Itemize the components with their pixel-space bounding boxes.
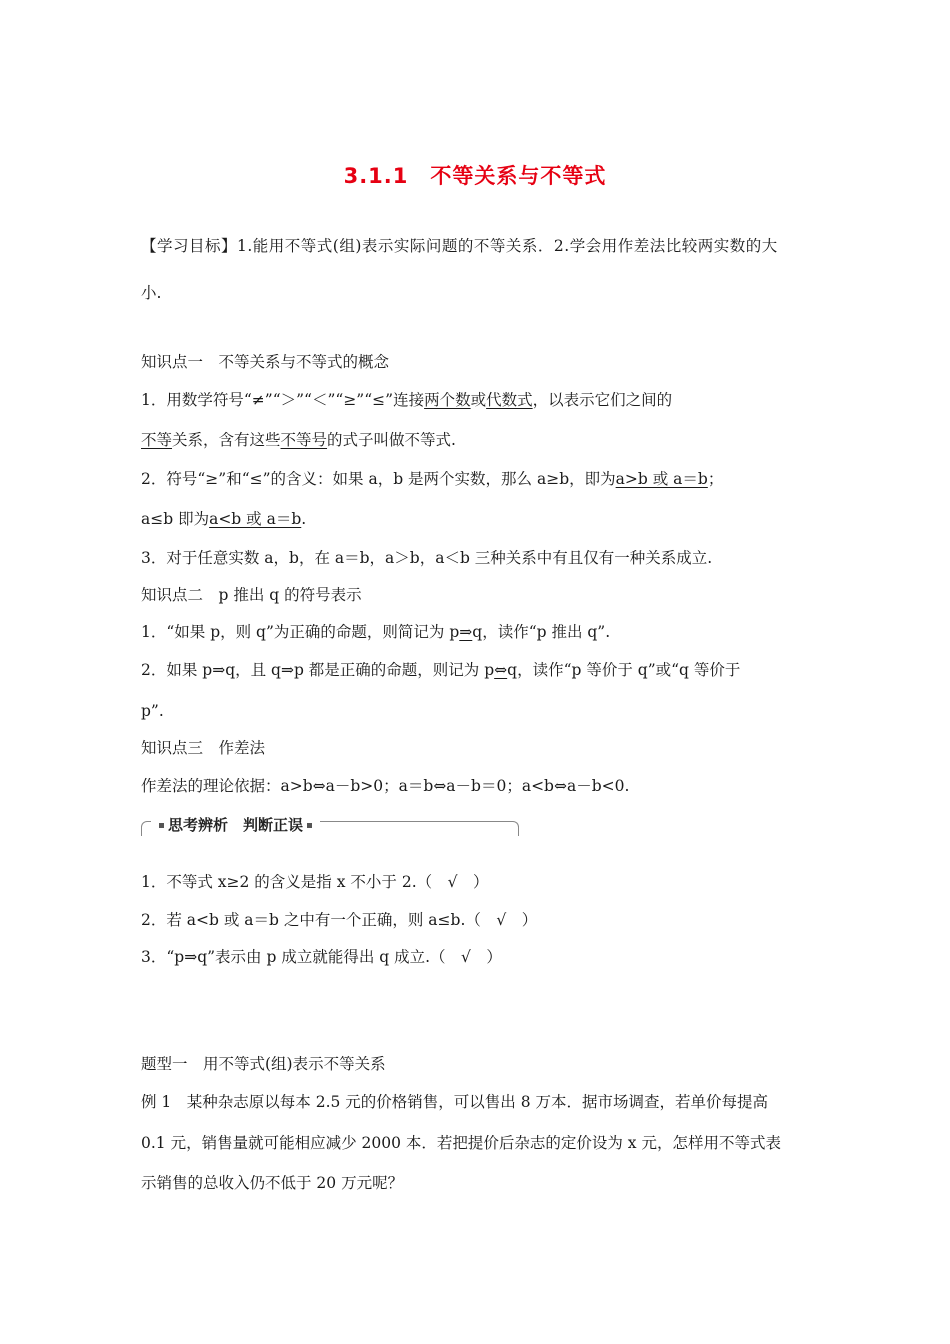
kp1-blank-algebraic: 代数式 — [486, 391, 533, 409]
kp1-blank-unequal: 不等 — [141, 431, 173, 449]
kp1-item1-end: 的式子叫做不等式. — [327, 431, 456, 449]
kp2-item1-text: 1．“如果 p，则 q”为正确的命题，则简记为 p — [141, 623, 460, 641]
kp2-item2 — [141, 660, 740, 680]
kp1-item1-tail: ，以表示它们之间的 — [532, 391, 673, 409]
kp1-blank-two-numbers: 两个数 — [424, 391, 471, 409]
bullet-icon — [159, 823, 164, 828]
kp1-item2-text: 2．符号“≥”和“≤”的含义：如果 a，b 是两个实数，那么 a≥b，即为 — [141, 470, 616, 488]
kp1-item1-mid: 关系，含有这些 — [172, 431, 281, 449]
think-item-2: 2．若 a<b 或 a＝b 之中有一个正确，则 a≤b.（ √ ） — [141, 911, 538, 929]
kp1-item2-semicolon: ； — [707, 470, 724, 488]
objectives-text-cont: 小. — [141, 284, 162, 302]
example1-line3: 示销售的总收入仍不低于 20 万元呢？ — [141, 1174, 404, 1192]
kp1-item2-le: a≤b 即为 — [141, 510, 210, 528]
learning-objectives — [141, 236, 778, 256]
type1-heading: 题型一 用不等式(组)表示不等关系 — [141, 1055, 386, 1073]
example1-line2: 0.1 元，销售量就可能相应减少 2000 本．若把提价后杂志的定价设为 x 元，怎样用不等式表 — [141, 1134, 781, 1152]
think-label-text: 思考辨析 判断正误 — [168, 816, 304, 834]
kp2-item1 — [141, 622, 610, 642]
kp1-item1 — [141, 390, 672, 410]
kp1-item2 — [141, 469, 723, 489]
bullet-icon — [307, 823, 312, 828]
kp1-blank-ge: a>b 或 a＝b — [615, 470, 708, 488]
kp3-text: 作差法的理论依据：a>b⇔a－b>0；a＝b⇔a－b＝0；a<b⇔a－b<0. — [141, 777, 630, 795]
kp1-blank-le: a<b 或 a＝b — [209, 510, 302, 528]
kp2-blank-implies: ⇒ — [459, 623, 473, 641]
kp3-heading: 知识点三 作差法 — [141, 739, 266, 757]
kp1-item3: 3．对于任意实数 a，b，在 a＝b，a＞b，a＜b 三种关系中有且仅有一种关系成立. — [141, 549, 713, 567]
kp2-item2-cont: p”. — [141, 702, 164, 720]
kp2-item1-tail: q，读作“p 推出 q”. — [472, 623, 611, 641]
think-item-3: 3．“p⇒q”表示由 p 成立就能得出 q 成立.（ √ ） — [141, 948, 502, 966]
example1-line1: 例 1 某种杂志原以每本 2.5 元的价格销售，可以售出 8 万本．据市场调查，若单价每提高 — [141, 1093, 769, 1111]
kp2-heading: 知识点二 p 推出 q 的符号表示 — [141, 586, 362, 604]
kp1-item1-text: 1．用数学符号“≠”“＞”“＜”“≥”“≤”连接 — [141, 391, 425, 409]
kp1-item1-or: 或 — [470, 391, 487, 409]
kp1-blank-inequality-sign: 不等号 — [280, 431, 328, 449]
kp1-heading: 知识点一 不等关系与不等式的概念 — [141, 353, 390, 371]
kp2-item2-text: 2．如果 p⇒q，且 q⇒p 都是正确的命题，则记为 p — [141, 661, 495, 679]
kp2-blank-equivalent: ⇔ — [494, 661, 508, 679]
kp1-item1-cont — [141, 430, 456, 450]
objectives-label: 【学习目标】 — [141, 237, 238, 255]
think-section-label — [151, 814, 320, 835]
kp1-item2-cont — [141, 509, 306, 529]
think-section-header — [141, 814, 519, 836]
kp1-item2-period: . — [301, 510, 307, 528]
page-title: 3.1.1 不等关系与不等式 — [343, 164, 607, 188]
kp2-item2-tail: q，读作“p 等价于 q”或“q 等价于 — [507, 661, 741, 679]
think-item-1: 1．不等式 x≥2 的含义是指 x 不小于 2.（ √ ） — [141, 873, 489, 891]
objectives-text: 1.能用不等式(组)表示实际问题的不等关系．2.学会用作差法比较两实数的大 — [237, 237, 778, 255]
